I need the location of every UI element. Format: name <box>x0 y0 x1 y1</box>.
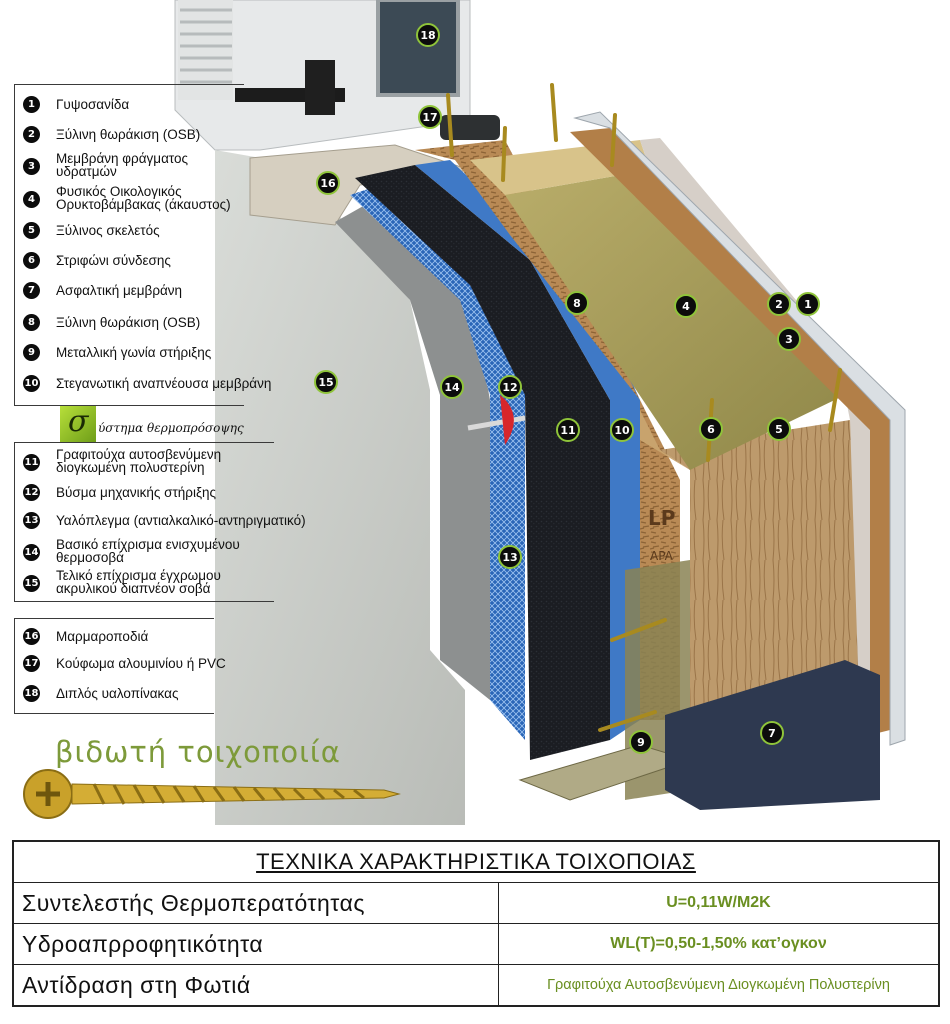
legend-item-label: Ξύλινη θωράκιση (OSB) <box>56 127 201 142</box>
system-title <box>60 406 260 446</box>
legend-item-label: Τελικό επίχρισμα έγχρωμου ακρυλικού διαπνέον σοβά <box>56 568 221 596</box>
legend-item-label: Διπλός υαλοπίνακας <box>56 686 179 701</box>
legend-item-label: Υαλόπλεγμα (αντιαλκαλικό-αντηριγματικό) <box>56 513 306 528</box>
legend-item-label: Γυψοσανίδα <box>56 97 130 112</box>
legend-number-badge: 7 <box>23 282 40 299</box>
diagram-marker-label: 1 <box>804 298 812 311</box>
diagram-marker-label: 12 <box>502 381 518 394</box>
legend-item-label: Μεταλλική γωνία στήριξης <box>56 345 212 360</box>
legend-number-badge: 3 <box>23 158 40 175</box>
spec-value: Γραφιτούχα Αυτοσβενύμενη Διογκωμένη Πολυστερίνη <box>499 965 940 1007</box>
diagram-marker-label: 17 <box>422 111 438 124</box>
legend-number-badge: 9 <box>23 344 40 361</box>
legend-item-label: Στριφώνι σύνδεσης <box>56 253 171 268</box>
screw-icon <box>14 758 404 830</box>
legend-item-label: Κούφωμα αλουμινίου ή PVC <box>56 656 226 671</box>
spec-label: Συντελεστής Θερμοπερατότητας <box>13 883 499 924</box>
legend-number-badge: 4 <box>23 191 40 208</box>
legend-number-badge: 11 <box>23 454 40 471</box>
legend-item-label: Ξύλινος σκελετός <box>56 223 160 238</box>
table-row <box>13 883 939 924</box>
legend-item-label: Ξύλινη θωράκιση (OSB) <box>56 315 201 330</box>
legend-item-label: Γραφιτούχα αυτοσβενύμενη διογκωμένη πολυστερίνη <box>56 447 222 475</box>
legend-number-badge: 13 <box>23 512 40 529</box>
diagram-marker-label: 9 <box>637 736 645 749</box>
legend-number-badge: 17 <box>23 655 40 672</box>
system-logo-icon: σ <box>60 406 96 442</box>
diagram-marker-label: 7 <box>768 727 776 740</box>
diagram-marker-label: 4 <box>682 300 690 313</box>
diagram-marker-label: 16 <box>320 177 336 190</box>
osb-stamp-apa: APA <box>650 549 673 563</box>
legend-item-label: Βασικό επίχρισμα ενισχυμένου θερμοσοβά <box>56 537 240 565</box>
diagram-marker-label: 13 <box>502 551 518 564</box>
spec-value: WL(T)=0,50-1,50% κατ’ογκον <box>499 924 940 965</box>
legend-item-label: Στεγανωτική αναπνέουσα μεμβράνη <box>56 376 272 391</box>
diagram-marker-label: 14 <box>444 381 460 394</box>
diagram-marker-label: 10 <box>614 424 630 437</box>
legend-number-badge: 5 <box>23 222 40 239</box>
diagram-marker-label: 18 <box>420 29 436 42</box>
legend-number-badge: 15 <box>23 575 40 592</box>
legend-number-badge: 6 <box>23 252 40 269</box>
legend-number-badge: 1 <box>23 96 40 113</box>
specs-table <box>12 840 940 1007</box>
legend-item-label: Ασφαλτική μεμβράνη <box>56 283 183 298</box>
legend-number-badge: 2 <box>23 126 40 143</box>
spec-value: U=0,11W/M2K <box>499 883 940 924</box>
legend-number-badge: 10 <box>23 375 40 392</box>
table-row <box>13 924 939 965</box>
diagram-marker-label: 6 <box>707 423 715 436</box>
table-row <box>13 965 939 1007</box>
diagram-marker-label: 2 <box>775 298 783 311</box>
diagram-marker-label: 5 <box>775 423 783 436</box>
legend-number-badge: 14 <box>23 544 40 561</box>
spec-label: Υδροαπρροφητικότητα <box>13 924 499 965</box>
legend-item-label: Βύσμα μηχανικής στήριξης <box>56 485 217 500</box>
legend-item-label: Μεμβράνη φράγματος υδρατμών <box>56 151 189 179</box>
brand-title: βιδωτή τοιχοποιία <box>55 735 341 769</box>
legend-item-label: Μαρμαροποδιά <box>56 629 149 644</box>
legend-number-badge: 12 <box>23 484 40 501</box>
spec-label: Αντίδραση στη Φωτιά <box>13 965 499 1007</box>
diagram-marker-label: 8 <box>573 297 581 310</box>
legend-item-label: Φυσικός Οικολογικός Ορυκτοβάμβακας (άκαυστος) <box>56 184 231 212</box>
legend-number-badge: 16 <box>23 628 40 645</box>
diagram-marker-label: 3 <box>785 333 793 346</box>
diagram-marker-label: 11 <box>560 424 576 437</box>
system-title-text: ύστημα θερμοπρόσοψης <box>98 421 244 435</box>
specs-title-row <box>13 841 939 883</box>
diagram-marker-label: 15 <box>318 376 334 389</box>
legend-number-badge: 18 <box>23 685 40 702</box>
window-glass <box>378 0 458 95</box>
legend-number-badge: 8 <box>23 314 40 331</box>
osb-stamp-lp: LP <box>648 506 676 530</box>
specs-title: ΤΕΧΝΙΚΑ ΧΑΡΑΚΤΗΡΙΣΤΙΚΑ ΤΟΙΧΟΠΟΙΑΣ <box>13 841 939 883</box>
